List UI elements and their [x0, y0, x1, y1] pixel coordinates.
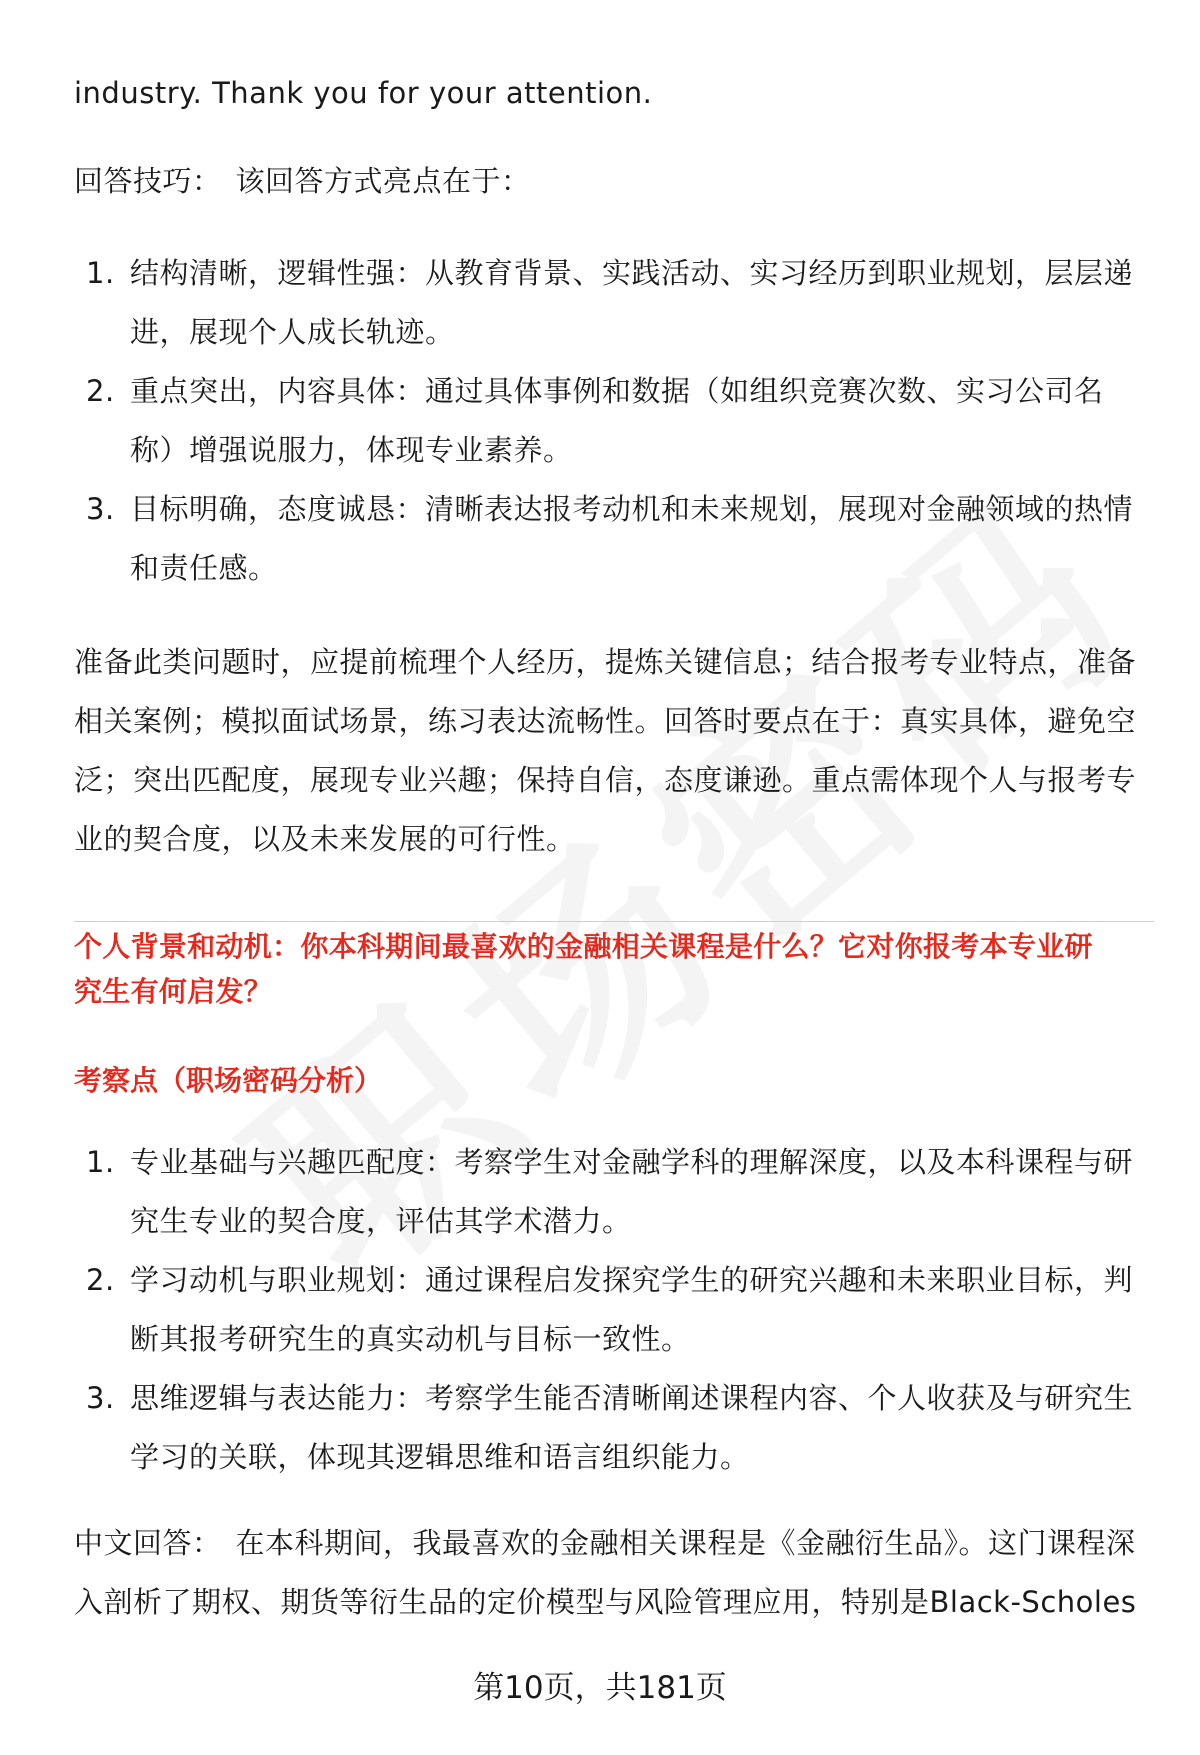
list-item [74, 362, 1154, 480]
list-text-line: 思维逻辑与表达能力：考察学生能否清晰阐述课程内容、个人收获及与研究生 [130, 1381, 1134, 1415]
paragraph-line: 相关案例；模拟面试场景，练习表达流畅性。回答时要点在于：真实具体，避免空 [74, 704, 1137, 738]
list-item [74, 480, 1154, 598]
question-line: 究生有何启发？ [74, 975, 273, 1008]
list-text-line: 学习的关联，体现其逻辑思维和语言组织能力。 [130, 1440, 750, 1474]
list-item [74, 244, 1154, 362]
kao-points-list [74, 1133, 1154, 1487]
tips-line [74, 152, 531, 211]
list-item [74, 1369, 1154, 1487]
list-number: 1. [86, 256, 115, 290]
list-number: 3. [86, 492, 115, 526]
tips-text: 该回答方式亮点在于： [235, 164, 531, 198]
paragraph-line: 入剖析了期权、期货等衍生品的定价模型与风险管理应用，特别是Black-Scholes [74, 1585, 1137, 1619]
list-number: 2. [86, 374, 115, 408]
list-number: 1. [86, 1145, 115, 1179]
list-item [74, 1251, 1154, 1369]
list-number: 2. [86, 1263, 115, 1297]
section-divider [74, 921, 1154, 922]
highlights-list [74, 244, 1154, 598]
list-text-line: 进，展现个人成长轨迹。 [130, 315, 455, 349]
paragraph-line: 准备此类问题时，应提前梳理个人经历，提炼关键信息；结合报考专业特点，准备 [74, 645, 1137, 679]
page-footer: 第10页，共181页 [473, 1670, 727, 1706]
list-text-line: 重点突出，内容具体：通过具体事例和数据（如组织竞赛次数、实习公司名 [130, 374, 1104, 408]
paragraph-line [74, 1514, 1154, 1573]
tips-label: 回答技巧： [74, 164, 222, 198]
list-text-line: 和责任感。 [130, 551, 278, 585]
paragraph-line: 泛；突出匹配度，展现专业兴趣；保持自信，态度谦逊。重点需体现个人与报考专 [74, 763, 1137, 797]
list-number: 3. [86, 1381, 115, 1415]
list-text-line: 结构清晰，逻辑性强：从教育背景、实践活动、实习经历到职业规划，层层递 [130, 256, 1134, 290]
list-text-line: 目标明确，态度诚恳：清晰表达报考动机和未来规划，展现对金融领域的热情 [130, 492, 1134, 526]
answer-text: 在本科期间，我最喜欢的金融相关课程是《金融衍生品》。这门课程深 [235, 1526, 1136, 1560]
question-line: 个人背景和动机：你本科期间最喜欢的金融相关课程是什么？它对你报考本专业研 [74, 930, 1093, 963]
answer-paragraph [74, 1514, 1154, 1632]
intro-line: industry. Thank you for your attention. [74, 76, 653, 110]
answer-label: 中文回答： [74, 1526, 222, 1560]
list-item [74, 1133, 1154, 1251]
list-text-line: 学习动机与职业规划：通过课程启发探究学生的研究兴趣和未来职业目标，判 [130, 1263, 1134, 1297]
list-text-line: 断其报考研究生的真实动机与目标一致性。 [130, 1322, 691, 1356]
question-heading [74, 924, 1154, 1014]
list-text-line: 专业基础与兴趣匹配度：考察学生对金融学科的理解深度，以及本科课程与研 [130, 1145, 1134, 1179]
list-text-line: 称）增强说服力，体现专业素养。 [130, 433, 573, 467]
prep-paragraph [74, 633, 1154, 869]
kao-heading: 考察点（职场密码分析） [74, 1064, 383, 1097]
paragraph-line: 业的契合度，以及未来发展的可行性。 [74, 822, 576, 856]
list-text-line: 究生专业的契合度，评估其学术潜力。 [130, 1204, 632, 1238]
